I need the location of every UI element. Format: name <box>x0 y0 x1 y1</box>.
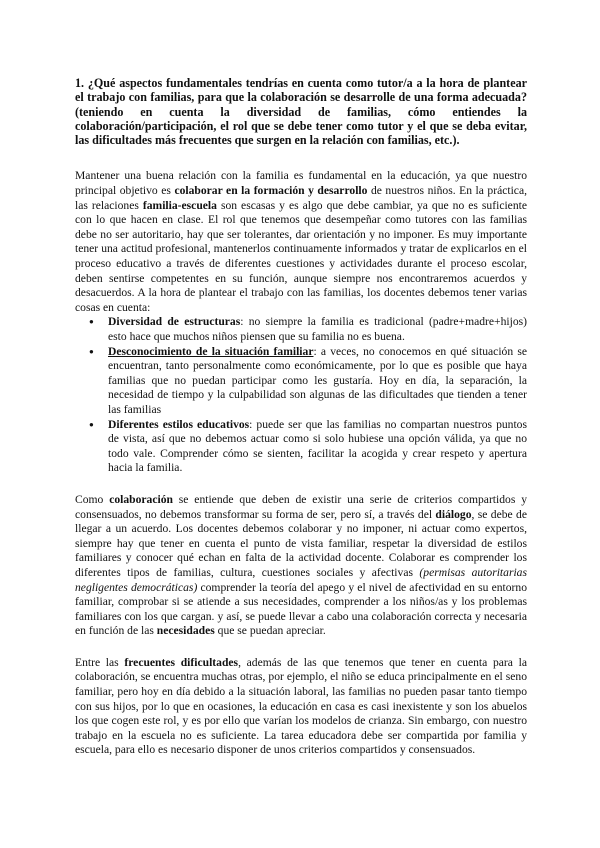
list-item-text: : puede ser que las familias no compartan nuestros puntos de vista, así que no debemos actuar como si solo hubiese una opción válida, ya que no todo vale. Comprender cómo se sienten, facilitar la acogida y crear respeto y apertura hacia la familia. <box>108 417 527 475</box>
collab-text-3: , se debe de llegar a un acuerdo. Los docentes debemos colaborar y no imponer, ni actuar como expertos, siempre hay que tener en cuenta el punto de vista familiar, respetar la diversidad de estilos familiares y conocer qué echan en falta de la actividad docente. Colaborar es comprender los diferentes tipos de familias, cultura, cuestiones sociales y afectivas <box>75 507 527 579</box>
collab-text-1: Como <box>75 492 110 506</box>
collaboration-paragraph <box>75 493 527 639</box>
collab-text-4: comprender la teoría del apego y el nivel de afectividad en su entorno familiar, comprobar si se atiende a sus necesidades, comprender a los niños/as y los problemas familiares con los que cargan. y así, se puede llevar a cabo una colaboración correcta y necesaria en función de las <box>75 580 527 638</box>
difficulties-paragraph <box>75 656 527 758</box>
intro-paragraph <box>75 169 527 315</box>
list-item-title: Diferentes estilos educativos <box>108 417 250 431</box>
list-item-title: Desconocimiento de la situación familiar <box>108 344 314 358</box>
intro-bold-2: familia-escuela <box>142 198 217 212</box>
considerations-list <box>75 315 527 476</box>
list-item <box>75 345 527 418</box>
list-item-text: : a veces, no conocemos en qué situación se encuentran, tanto personalmente como económicamente, por lo que es posible que haya familias que no puedan participar como les gustaría. Hoy en día, la separación, la necesidad de tiempo y la culpabilidad son algunas de las dificultades que tienden a tener las familias <box>108 344 527 416</box>
intro-text-3: son escasas y es algo que debe cambiar, ya que no es suficiente con lo que hacen en clase. El rol que tenemos que desempeñar como tutores con las familias debe no ser autoritario, hay que ser tolerantes, dar orientación y no imponer. Es muy importante tener una actitud profesional, mantenerlos continuamente informados y tratar de explicarlos en el proceso educativo a través de diferentes cuestiones y actividades durante el proceso escolar, deben sentirse competentes en su función, aunque siempre nos encontraremos acuerdos y desacuerdos. A la hora de plantear el trabajo con las familias, los docentes debemos tener varias cosas en cuenta: <box>75 198 527 314</box>
list-item <box>75 315 527 344</box>
intro-text-2: de nuestros niños. En la práctica, las relaciones <box>75 184 527 212</box>
question-heading: 1. ¿Qué aspectos fundamentales tendrías en cuenta como tutor/a a la hora de plantear el trabajo con familias, para que la colaboración se desarrolle de una forma adecuada? (teniendo en cuenta la diversidad de familias, cómo entiendes la colaboración/participación, el rol que se debe tener como tutor y el que se deba evitar, las dificultades más frecuentes que surgen en la relación con familias, etc.). <box>75 76 527 148</box>
collab-italic: (permisas autoritarias negligentes democráticas) <box>75 565 527 594</box>
intro-text-1: Mantener una buena relación con la familia es fundamental en la educación, ya que nuestro principal objetivo es <box>75 169 527 198</box>
list-item-title: Diversidad de estructuras <box>108 315 241 329</box>
list-item <box>75 418 527 476</box>
difficulties-text-1: Entre las <box>75 655 125 669</box>
collab-bold-1: colaboración <box>109 492 173 506</box>
collab-text-2: se entiende que deben de existir una serie de criterios compartidos y consensuados, no debemos transformar su forma de ser, pero sí, a través del <box>75 492 527 521</box>
difficulties-text-2: , además de las que tenemos que tener en cuenta para la colaboración, se encuentra muchas otras, por ejemplo, el niño se educa principalmente en el seno familiar, pero hoy en día debido a la situación laboral, las familias no pueden pasar tanto tiempo con sus hijos, por lo que en ocasiones, la educación en casa es casi inexistente y son los abuelos los que cogen este rol, y es por ello que varían los modelos de crianza. Sin embargo, con nuestro trabajo en la escuela no es suficiente. La tarea educadora debe ser compartida por familia y escuela, para ello es necesario disponer de unos criterios compartidos y consensuados. <box>75 655 527 757</box>
document-page <box>75 76 527 758</box>
difficulties-bold: frecuentes dificultades <box>124 655 239 669</box>
list-item-text: : no siempre la familia es tradicional (padre+madre+hijos) esto hace que muchos niños piensen que su familia no es buena. <box>108 315 527 344</box>
intro-bold-1: colaborar en la formación y desarrollo <box>174 184 368 198</box>
collab-bold-2: diálogo <box>435 507 472 521</box>
collab-bold-3: necesidades <box>156 624 215 638</box>
collab-text-5: que se puedan apreciar. <box>214 624 326 638</box>
